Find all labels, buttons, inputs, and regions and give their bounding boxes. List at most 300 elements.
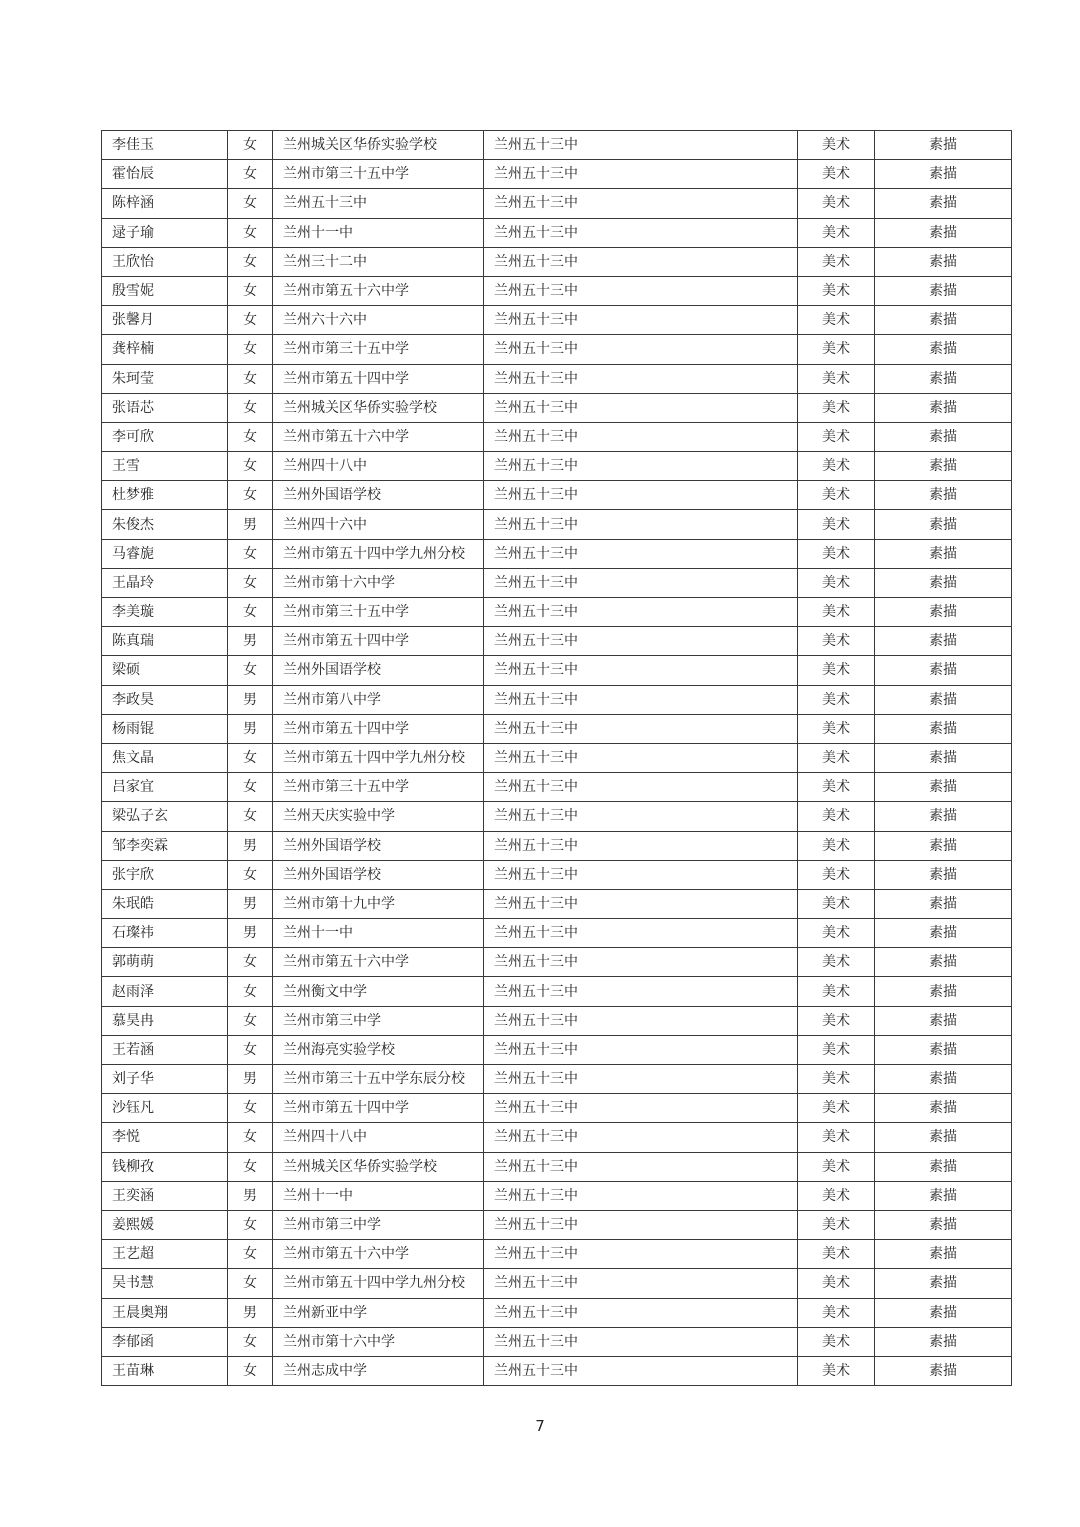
subject-cell: 美术 [798,831,875,860]
gender-cell: 女 [228,452,273,481]
major-cell: 素描 [875,802,1012,831]
student-name-cell: 王晨奥翔 [102,1298,228,1327]
student-name-cell: 逯子瑜 [102,218,228,247]
subject-cell: 美术 [798,685,875,714]
school-cell: 兰州城关区华侨实验学校 [273,393,484,422]
subject-cell: 美术 [798,598,875,627]
subject-cell: 美术 [798,247,875,276]
target-school-cell: 兰州五十三中 [484,948,798,977]
gender-cell: 女 [228,393,273,422]
table-row [102,743,1012,772]
major-cell: 素描 [875,568,1012,597]
school-cell: 兰州外国语学校 [273,481,484,510]
gender-cell: 女 [228,131,273,160]
table-row [102,1181,1012,1210]
table-row [102,1094,1012,1123]
student-name-cell: 石璨祎 [102,919,228,948]
gender-cell: 男 [228,510,273,539]
school-cell: 兰州志成中学 [273,1356,484,1385]
target-school-cell: 兰州五十三中 [484,919,798,948]
school-cell: 兰州城关区华侨实验学校 [273,131,484,160]
school-cell: 兰州市第三十五中学 [273,598,484,627]
school-cell: 兰州市第五十四中学 [273,364,484,393]
subject-cell: 美术 [798,452,875,481]
major-cell: 素描 [875,714,1012,743]
target-school-cell: 兰州五十三中 [484,1065,798,1094]
subject-cell: 美术 [798,919,875,948]
table-row [102,656,1012,685]
table-row [102,627,1012,656]
student-name-cell: 王欣怡 [102,247,228,276]
roster-body [102,131,1012,1386]
gender-cell: 女 [228,1240,273,1269]
gender-cell: 男 [228,685,273,714]
major-cell: 素描 [875,189,1012,218]
target-school-cell: 兰州五十三中 [484,1240,798,1269]
school-cell: 兰州十一中 [273,218,484,247]
student-name-cell: 李佳玉 [102,131,228,160]
school-cell: 兰州市第五十六中学 [273,1240,484,1269]
subject-cell: 美术 [798,189,875,218]
target-school-cell: 兰州五十三中 [484,335,798,364]
student-name-cell: 王若涵 [102,1035,228,1064]
table-row [102,160,1012,189]
table-row [102,773,1012,802]
student-name-cell: 朱珉皓 [102,889,228,918]
major-cell: 素描 [875,889,1012,918]
subject-cell: 美术 [798,889,875,918]
school-cell: 兰州市第三中学 [273,1006,484,1035]
table-row [102,685,1012,714]
target-school-cell: 兰州五十三中 [484,714,798,743]
gender-cell: 女 [228,247,273,276]
subject-cell: 美术 [798,481,875,510]
major-cell: 素描 [875,1152,1012,1181]
gender-cell: 女 [228,1035,273,1064]
major-cell: 素描 [875,773,1012,802]
target-school-cell: 兰州五十三中 [484,1210,798,1239]
gender-cell: 女 [228,568,273,597]
gender-cell: 男 [228,627,273,656]
school-cell: 兰州市第五十四中学 [273,714,484,743]
school-cell: 兰州四十八中 [273,1123,484,1152]
school-cell: 兰州市第五十四中学九州分校 [273,743,484,772]
subject-cell: 美术 [798,364,875,393]
school-cell: 兰州十一中 [273,1181,484,1210]
target-school-cell: 兰州五十三中 [484,1123,798,1152]
school-cell: 兰州市第十六中学 [273,1327,484,1356]
target-school-cell: 兰州五十三中 [484,306,798,335]
subject-cell: 美术 [798,977,875,1006]
target-school-cell: 兰州五十三中 [484,860,798,889]
table-row [102,1240,1012,1269]
gender-cell: 女 [228,276,273,305]
student-name-cell: 王晶玲 [102,568,228,597]
table-row [102,1356,1012,1385]
student-name-cell: 刘子华 [102,1065,228,1094]
table-row [102,1123,1012,1152]
school-cell: 兰州外国语学校 [273,831,484,860]
major-cell: 素描 [875,1327,1012,1356]
student-name-cell: 郭萌萌 [102,948,228,977]
school-cell: 兰州市第三十五中学 [273,773,484,802]
subject-cell: 美术 [798,1006,875,1035]
major-cell: 素描 [875,364,1012,393]
table-row [102,189,1012,218]
major-cell: 素描 [875,306,1012,335]
subject-cell: 美术 [798,714,875,743]
subject-cell: 美术 [798,422,875,451]
subject-cell: 美术 [798,656,875,685]
gender-cell: 女 [228,1094,273,1123]
subject-cell: 美术 [798,306,875,335]
target-school-cell: 兰州五十三中 [484,422,798,451]
student-name-cell: 王艺超 [102,1240,228,1269]
major-cell: 素描 [875,598,1012,627]
gender-cell: 男 [228,1181,273,1210]
student-name-cell: 吴书慧 [102,1269,228,1298]
subject-cell: 美术 [798,568,875,597]
table-row [102,1269,1012,1298]
page-number: 7 [535,1417,545,1435]
student-name-cell: 焦文晶 [102,743,228,772]
gender-cell: 女 [228,860,273,889]
major-cell: 素描 [875,1065,1012,1094]
subject-cell: 美术 [798,773,875,802]
student-name-cell: 马睿旎 [102,539,228,568]
major-cell: 素描 [875,452,1012,481]
student-name-cell: 梁硕 [102,656,228,685]
major-cell: 素描 [875,1298,1012,1327]
school-cell: 兰州十一中 [273,919,484,948]
subject-cell: 美术 [798,1298,875,1327]
major-cell: 素描 [875,510,1012,539]
major-cell: 素描 [875,1094,1012,1123]
major-cell: 素描 [875,1035,1012,1064]
table-row [102,364,1012,393]
gender-cell: 女 [228,977,273,1006]
major-cell: 素描 [875,656,1012,685]
target-school-cell: 兰州五十三中 [484,364,798,393]
subject-cell: 美术 [798,948,875,977]
table-row [102,393,1012,422]
major-cell: 素描 [875,131,1012,160]
gender-cell: 女 [228,189,273,218]
school-cell: 兰州市第三十五中学 [273,160,484,189]
major-cell: 素描 [875,919,1012,948]
gender-cell: 女 [228,422,273,451]
table-row [102,247,1012,276]
student-name-cell: 王苗琳 [102,1356,228,1385]
student-name-cell: 霍怡辰 [102,160,228,189]
subject-cell: 美术 [798,1269,875,1298]
gender-cell: 女 [228,481,273,510]
target-school-cell: 兰州五十三中 [484,1152,798,1181]
school-cell: 兰州三十二中 [273,247,484,276]
target-school-cell: 兰州五十三中 [484,802,798,831]
school-cell: 兰州市第八中学 [273,685,484,714]
school-cell: 兰州天庆实验中学 [273,802,484,831]
table-row [102,422,1012,451]
student-name-cell: 龚梓楠 [102,335,228,364]
table-row [102,481,1012,510]
major-cell: 素描 [875,685,1012,714]
gender-cell: 女 [228,948,273,977]
student-name-cell: 王奕涵 [102,1181,228,1210]
school-cell: 兰州海亮实验学校 [273,1035,484,1064]
school-cell: 兰州市第五十四中学 [273,627,484,656]
gender-cell: 女 [228,743,273,772]
subject-cell: 美术 [798,1240,875,1269]
target-school-cell: 兰州五十三中 [484,189,798,218]
school-cell: 兰州市第三十五中学 [273,335,484,364]
school-cell: 兰州四十八中 [273,452,484,481]
major-cell: 素描 [875,1006,1012,1035]
table-row [102,131,1012,160]
target-school-cell: 兰州五十三中 [484,452,798,481]
student-name-cell: 朱俊杰 [102,510,228,539]
subject-cell: 美术 [798,1356,875,1385]
gender-cell: 女 [228,1269,273,1298]
major-cell: 素描 [875,393,1012,422]
subject-cell: 美术 [798,1181,875,1210]
subject-cell: 美术 [798,1094,875,1123]
table-row [102,539,1012,568]
table-row [102,948,1012,977]
school-cell: 兰州新亚中学 [273,1298,484,1327]
table-row [102,1210,1012,1239]
table-row [102,1152,1012,1181]
gender-cell: 女 [228,1327,273,1356]
target-school-cell: 兰州五十三中 [484,889,798,918]
gender-cell: 男 [228,831,273,860]
student-name-cell: 姜熙媛 [102,1210,228,1239]
student-name-cell: 殷雪妮 [102,276,228,305]
school-cell: 兰州四十六中 [273,510,484,539]
student-name-cell: 张馨月 [102,306,228,335]
table-row [102,510,1012,539]
student-name-cell: 杜梦雅 [102,481,228,510]
subject-cell: 美术 [798,510,875,539]
major-cell: 素描 [875,1240,1012,1269]
table-row [102,1298,1012,1327]
student-name-cell: 张宇欣 [102,860,228,889]
student-name-cell: 杨雨锟 [102,714,228,743]
table-row [102,1327,1012,1356]
gender-cell: 女 [228,802,273,831]
major-cell: 素描 [875,1356,1012,1385]
student-name-cell: 李美璇 [102,598,228,627]
major-cell: 素描 [875,1123,1012,1152]
major-cell: 素描 [875,831,1012,860]
target-school-cell: 兰州五十三中 [484,656,798,685]
major-cell: 素描 [875,247,1012,276]
gender-cell: 男 [228,1065,273,1094]
table-row [102,860,1012,889]
subject-cell: 美术 [798,131,875,160]
target-school-cell: 兰州五十三中 [484,1035,798,1064]
subject-cell: 美术 [798,627,875,656]
target-school-cell: 兰州五十三中 [484,539,798,568]
subject-cell: 美术 [798,1152,875,1181]
table-row [102,335,1012,364]
major-cell: 素描 [875,160,1012,189]
major-cell: 素描 [875,977,1012,1006]
subject-cell: 美术 [798,1327,875,1356]
table-row [102,218,1012,247]
table-row [102,977,1012,1006]
subject-cell: 美术 [798,160,875,189]
target-school-cell: 兰州五十三中 [484,627,798,656]
table-row [102,452,1012,481]
target-school-cell: 兰州五十三中 [484,773,798,802]
table-row [102,1035,1012,1064]
subject-cell: 美术 [798,539,875,568]
target-school-cell: 兰州五十三中 [484,1094,798,1123]
school-cell: 兰州外国语学校 [273,860,484,889]
target-school-cell: 兰州五十三中 [484,510,798,539]
school-cell: 兰州市第五十四中学九州分校 [273,539,484,568]
table-row [102,802,1012,831]
subject-cell: 美术 [798,743,875,772]
gender-cell: 女 [228,1210,273,1239]
table-row [102,568,1012,597]
target-school-cell: 兰州五十三中 [484,1269,798,1298]
subject-cell: 美术 [798,1065,875,1094]
target-school-cell: 兰州五十三中 [484,1298,798,1327]
student-name-cell: 李政昊 [102,685,228,714]
major-cell: 素描 [875,860,1012,889]
school-cell: 兰州城关区华侨实验学校 [273,1152,484,1181]
gender-cell: 男 [228,714,273,743]
school-cell: 兰州市第五十六中学 [273,422,484,451]
target-school-cell: 兰州五十三中 [484,131,798,160]
target-school-cell: 兰州五十三中 [484,598,798,627]
gender-cell: 女 [228,364,273,393]
major-cell: 素描 [875,743,1012,772]
table-row [102,1006,1012,1035]
gender-cell: 男 [228,889,273,918]
target-school-cell: 兰州五十三中 [484,1327,798,1356]
major-cell: 素描 [875,539,1012,568]
school-cell: 兰州衡文中学 [273,977,484,1006]
major-cell: 素描 [875,1210,1012,1239]
gender-cell: 男 [228,919,273,948]
subject-cell: 美术 [798,218,875,247]
gender-cell: 女 [228,1152,273,1181]
target-school-cell: 兰州五十三中 [484,393,798,422]
student-name-cell: 钱柳孜 [102,1152,228,1181]
target-school-cell: 兰州五十三中 [484,743,798,772]
gender-cell: 男 [228,1298,273,1327]
student-name-cell: 陈梓涵 [102,189,228,218]
school-cell: 兰州市第三十五中学东辰分校 [273,1065,484,1094]
student-name-cell: 李可欣 [102,422,228,451]
subject-cell: 美术 [798,335,875,364]
subject-cell: 美术 [798,1035,875,1064]
student-name-cell: 朱珂莹 [102,364,228,393]
target-school-cell: 兰州五十三中 [484,160,798,189]
target-school-cell: 兰州五十三中 [484,685,798,714]
school-cell: 兰州市第五十六中学 [273,948,484,977]
gender-cell: 女 [228,656,273,685]
gender-cell: 女 [228,1006,273,1035]
target-school-cell: 兰州五十三中 [484,831,798,860]
major-cell: 素描 [875,1181,1012,1210]
school-cell: 兰州市第十六中学 [273,568,484,597]
target-school-cell: 兰州五十三中 [484,1356,798,1385]
major-cell: 素描 [875,218,1012,247]
subject-cell: 美术 [798,1210,875,1239]
target-school-cell: 兰州五十三中 [484,218,798,247]
student-name-cell: 张语芯 [102,393,228,422]
student-name-cell: 李郁函 [102,1327,228,1356]
school-cell: 兰州市第十九中学 [273,889,484,918]
school-cell: 兰州市第五十六中学 [273,276,484,305]
major-cell: 素描 [875,422,1012,451]
student-name-cell: 慕昊冉 [102,1006,228,1035]
table-row [102,306,1012,335]
school-cell: 兰州市第三中学 [273,1210,484,1239]
major-cell: 素描 [875,948,1012,977]
gender-cell: 女 [228,160,273,189]
subject-cell: 美术 [798,276,875,305]
school-cell: 兰州六十六中 [273,306,484,335]
target-school-cell: 兰州五十三中 [484,568,798,597]
gender-cell: 女 [228,773,273,802]
student-name-cell: 陈真瑞 [102,627,228,656]
gender-cell: 女 [228,306,273,335]
table-row [102,714,1012,743]
target-school-cell: 兰州五十三中 [484,977,798,1006]
school-cell: 兰州五十三中 [273,189,484,218]
gender-cell: 女 [228,539,273,568]
subject-cell: 美术 [798,860,875,889]
table-row [102,919,1012,948]
table-row [102,276,1012,305]
subject-cell: 美术 [798,1123,875,1152]
gender-cell: 女 [228,1123,273,1152]
school-cell: 兰州市第五十四中学九州分校 [273,1269,484,1298]
table-row [102,831,1012,860]
student-name-cell: 王雪 [102,452,228,481]
target-school-cell: 兰州五十三中 [484,247,798,276]
major-cell: 素描 [875,1269,1012,1298]
major-cell: 素描 [875,481,1012,510]
student-name-cell: 李悦 [102,1123,228,1152]
gender-cell: 女 [228,218,273,247]
student-roster-table [101,130,1012,1386]
school-cell: 兰州市第五十四中学 [273,1094,484,1123]
major-cell: 素描 [875,276,1012,305]
student-name-cell: 赵雨泽 [102,977,228,1006]
table-row [102,1065,1012,1094]
target-school-cell: 兰州五十三中 [484,1006,798,1035]
gender-cell: 女 [228,1356,273,1385]
target-school-cell: 兰州五十三中 [484,1181,798,1210]
target-school-cell: 兰州五十三中 [484,481,798,510]
table-row [102,889,1012,918]
student-name-cell: 邹李奕霖 [102,831,228,860]
student-name-cell: 梁弘子玄 [102,802,228,831]
gender-cell: 女 [228,335,273,364]
major-cell: 素描 [875,627,1012,656]
subject-cell: 美术 [798,393,875,422]
table-row [102,598,1012,627]
student-name-cell: 吕家宜 [102,773,228,802]
subject-cell: 美术 [798,802,875,831]
student-name-cell: 沙钰凡 [102,1094,228,1123]
